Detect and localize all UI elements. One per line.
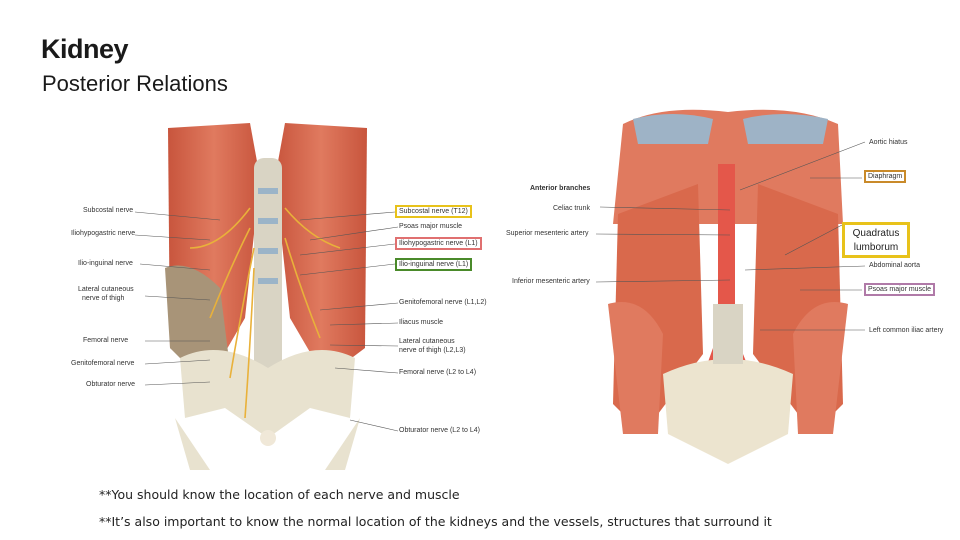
slide-title: Kidney: [41, 34, 129, 64]
label-ilioinguinal-l1: Ilio-inguinal nerve (L1): [395, 258, 472, 271]
label-psoas-major-left: Psoas major muscle: [399, 223, 463, 230]
label-genitofemoral-l1l2: Genitofemoral nerve (L1,L2): [399, 299, 487, 306]
label-left-common-iliac: Left common iliac artery: [869, 327, 944, 334]
label-iliacus-muscle: Iliacus muscle: [399, 319, 443, 326]
label-inferior-mesenteric: Inferior mesenteric artery: [512, 278, 590, 285]
label-femoral-l2l4: Femoral nerve (L2 to L4): [399, 369, 477, 376]
label-abdominal-aorta: Abdominal aorta: [869, 262, 920, 269]
label-aortic-hiatus: Aortic hiatus: [869, 139, 908, 146]
note-kidney-location: **It’s also important to know the normal location of the kidneys and the vessels, structures that surround it: [99, 514, 772, 529]
label-obturator-l2l4: Obturator nerve (L2 to L4): [399, 427, 480, 434]
label-quadratus-lumborum: Quadratus lumborum: [842, 222, 910, 258]
label-psoas-major-right: Psoas major muscle: [864, 283, 935, 296]
label-subcostal-t12: Subcostal nerve (T12): [395, 205, 472, 218]
label-anterior-branches: Anterior branches: [530, 185, 591, 192]
left-leader-lines: [60, 200, 420, 440]
label-obturator-nerve: Obturator nerve: [86, 381, 136, 388]
label-iliohypogastric-nerve: Iliohypogastric nerve: [71, 230, 136, 237]
label-celiac-trunk: Celiac trunk: [553, 205, 590, 212]
label-lateral-cutaneous-r1: Lateral cutaneous: [399, 338, 455, 345]
label-superior-mesenteric: Superior mesenteric artery: [506, 230, 589, 237]
label-subcostal-nerve: Subcostal nerve: [83, 207, 134, 214]
right-leader-lines: [500, 130, 920, 340]
slide-subtitle: Posterior Relations: [42, 71, 228, 96]
label-diaphragm: Diaphragm: [864, 170, 906, 183]
label-lateral-cutaneous-r2: nerve of thigh (L2,L3): [399, 347, 466, 354]
note-nerves-muscles: **You should know the location of each nerve and muscle: [99, 487, 460, 502]
label-lateral-cutaneous-1: Lateral cutaneous: [78, 286, 134, 293]
label-lateral-cutaneous-2: nerve of thigh: [82, 295, 125, 302]
label-genitofemoral-nerve: Genitofemoral nerve: [71, 360, 135, 367]
label-iliohypogastric-l1: Iliohypogastric nerve (L1): [395, 237, 482, 250]
label-femoral-nerve: Femoral nerve: [83, 337, 129, 344]
label-ilioinguinal-nerve: Ilio-inguinal nerve: [78, 260, 133, 267]
